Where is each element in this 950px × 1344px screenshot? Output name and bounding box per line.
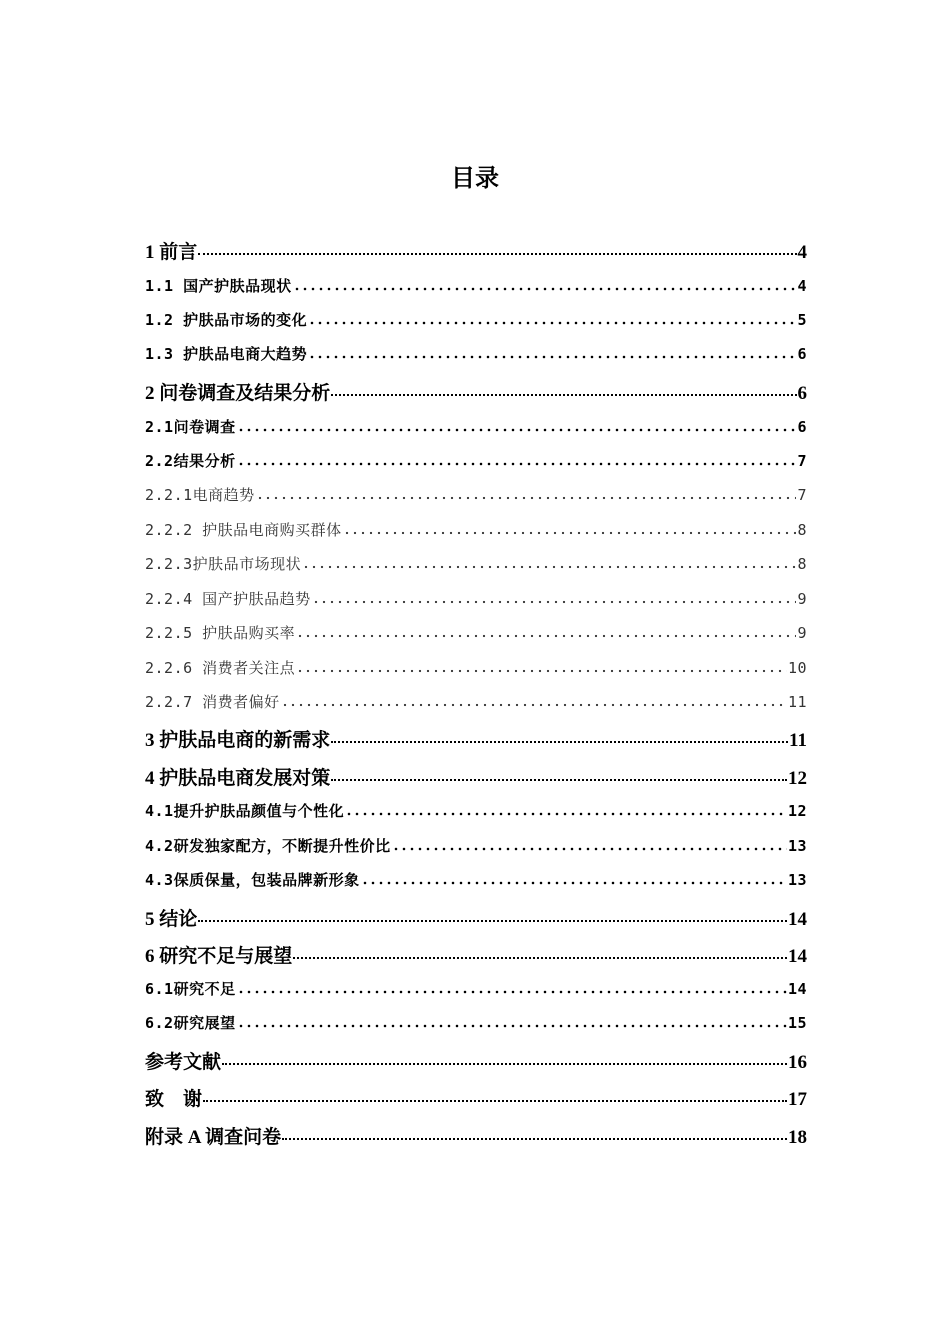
dot-leader <box>345 812 787 816</box>
toc-entry-label: 2.2.6 消费者关注点 <box>145 659 296 677</box>
toc-entry-label: 3 护肤品电商的新需求 <box>145 730 331 751</box>
toc-entry[interactable] <box>145 1047 807 1074</box>
toc-entry[interactable] <box>145 553 807 574</box>
toc-entry[interactable] <box>145 941 807 968</box>
toc-entry-label: 2.2.7 消费者偏好 <box>145 693 280 711</box>
toc-entry[interactable] <box>145 275 807 296</box>
toc-entry-label: 6.2研究展望 <box>145 1014 236 1032</box>
page-title: 目录 <box>451 164 499 192</box>
toc-entry-page-number: 11 <box>789 730 807 751</box>
toc-entry-label: 4.2研发独家配方，不断提升性价比 <box>145 837 391 855</box>
toc-entry-label: 6.1研究不足 <box>145 980 236 998</box>
toc-entry-label: 2.2.1电商趋势 <box>145 486 255 504</box>
dot-leader <box>256 496 797 500</box>
dot-leader <box>296 669 787 673</box>
toc-entry-page-number: 6 <box>797 383 807 404</box>
dot-leader <box>222 1063 787 1065</box>
dot-leader <box>281 703 787 707</box>
toc-entry-label: 4.1提升护肤品颜值与个性化 <box>145 802 345 820</box>
toc-entry-page-number: 8 <box>797 555 807 573</box>
toc-entry-page-number: 16 <box>788 1052 807 1073</box>
toc-entry[interactable] <box>145 1122 807 1149</box>
dot-leader <box>312 600 797 604</box>
toc-entry[interactable] <box>145 378 807 405</box>
toc-entry-page-number: 12 <box>788 768 807 789</box>
dot-leader <box>308 355 796 359</box>
toc-entry[interactable] <box>145 904 807 931</box>
toc-entry[interactable] <box>145 450 807 471</box>
toc-entry-label: 2.2结果分析 <box>145 452 236 470</box>
dot-leader <box>361 881 787 885</box>
toc-entry-page-number: 15 <box>787 1014 807 1032</box>
toc-entry[interactable] <box>145 978 807 999</box>
toc-entry-page-number: 7 <box>797 452 807 470</box>
toc-entry[interactable] <box>145 657 807 678</box>
toc-entry-label: 2.2.3护肤品市场现状 <box>145 555 302 573</box>
dot-leader <box>237 462 797 466</box>
dot-leader <box>392 847 787 851</box>
dot-leader <box>302 565 796 569</box>
toc-entry-label: 1.1 国产护肤品现状 <box>145 277 292 295</box>
toc-entry-page-number: 7 <box>797 486 807 504</box>
toc-entry[interactable] <box>145 763 807 790</box>
toc-entry[interactable] <box>145 725 807 752</box>
toc-entry[interactable] <box>145 588 807 609</box>
toc-entry[interactable] <box>145 622 807 643</box>
dot-leader <box>237 990 787 994</box>
toc-entry-label: 2.2.5 护肤品购买率 <box>145 624 296 642</box>
toc-entry-label: 附录 A 调查问卷 <box>145 1127 282 1148</box>
toc-entry-label: 1.3 护肤品电商大趋势 <box>145 345 308 363</box>
dot-leader <box>331 394 796 396</box>
toc-entry-label: 2.2.2 护肤品电商购买群体 <box>145 521 342 539</box>
toc-entry[interactable] <box>145 484 807 505</box>
toc-entry[interactable] <box>145 309 807 330</box>
toc-entry-label: 2 问卷调查及结果分析 <box>145 383 331 404</box>
dot-leader <box>308 321 796 325</box>
dot-leader <box>331 779 787 781</box>
toc-entry-page-number: 4 <box>797 277 807 295</box>
toc-entry-page-number: 18 <box>788 1127 807 1148</box>
toc-entry-label: 参考文献 <box>145 1052 222 1073</box>
toc-entry[interactable] <box>145 416 807 437</box>
toc-entry-page-number: 4 <box>797 242 807 263</box>
toc-entry-label: 6 研究不足与展望 <box>145 946 293 967</box>
toc-entry-page-number: 10 <box>787 659 807 677</box>
toc-entry[interactable] <box>145 835 807 856</box>
toc-entry-page-number: 14 <box>787 980 807 998</box>
toc-entry[interactable] <box>145 237 807 264</box>
dot-leader <box>331 741 788 743</box>
dot-leader <box>198 253 796 255</box>
toc-entry-page-number: 13 <box>787 837 807 855</box>
toc-entry[interactable] <box>145 691 807 712</box>
toc-entry-page-number: 13 <box>787 871 807 889</box>
toc-entry-label: 4 护肤品电商发展对策 <box>145 768 331 789</box>
toc-entry-label: 2.2.4 国产护肤品趋势 <box>145 590 311 608</box>
toc-entry-label: 4.3保质保量，包装品牌新形象 <box>145 871 360 889</box>
dot-leader <box>343 531 797 535</box>
toc-entry[interactable] <box>145 869 807 890</box>
dot-leader <box>237 428 797 432</box>
toc-entry-page-number: 11 <box>787 693 807 711</box>
toc-entry-label: 致 谢 <box>145 1089 203 1110</box>
dot-leader <box>282 1138 787 1140</box>
toc-entry-page-number: 12 <box>787 802 807 820</box>
dot-leader <box>293 957 787 959</box>
toc-entry-page-number: 5 <box>797 311 807 329</box>
dot-leader <box>203 1100 787 1102</box>
dot-leader <box>198 920 787 922</box>
toc-entry-page-number: 6 <box>797 345 807 363</box>
toc-entry-label: 5 结论 <box>145 909 198 930</box>
toc-entry[interactable] <box>145 800 807 821</box>
toc-entry-label: 1.2 护肤品市场的变化 <box>145 311 308 329</box>
toc-entry-label: 2.1问卷调查 <box>145 418 236 436</box>
toc-entry-page-number: 9 <box>797 590 807 608</box>
dot-leader <box>296 634 796 638</box>
toc-entry-page-number: 8 <box>797 521 807 539</box>
toc-entry-label: 1 前言 <box>145 242 198 263</box>
toc-entry-page-number: 14 <box>788 946 807 967</box>
dot-leader <box>293 287 797 291</box>
toc-entry[interactable] <box>145 1084 807 1111</box>
toc-entry[interactable] <box>145 519 807 540</box>
toc-entry-page-number: 6 <box>797 418 807 436</box>
dot-leader <box>237 1024 787 1028</box>
toc-entry[interactable] <box>145 343 807 364</box>
toc-entry-page-number: 14 <box>788 909 807 930</box>
toc-entry-page-number: 17 <box>788 1089 807 1110</box>
toc-entry-page-number: 9 <box>797 624 807 642</box>
toc-entry[interactable] <box>145 1012 807 1033</box>
